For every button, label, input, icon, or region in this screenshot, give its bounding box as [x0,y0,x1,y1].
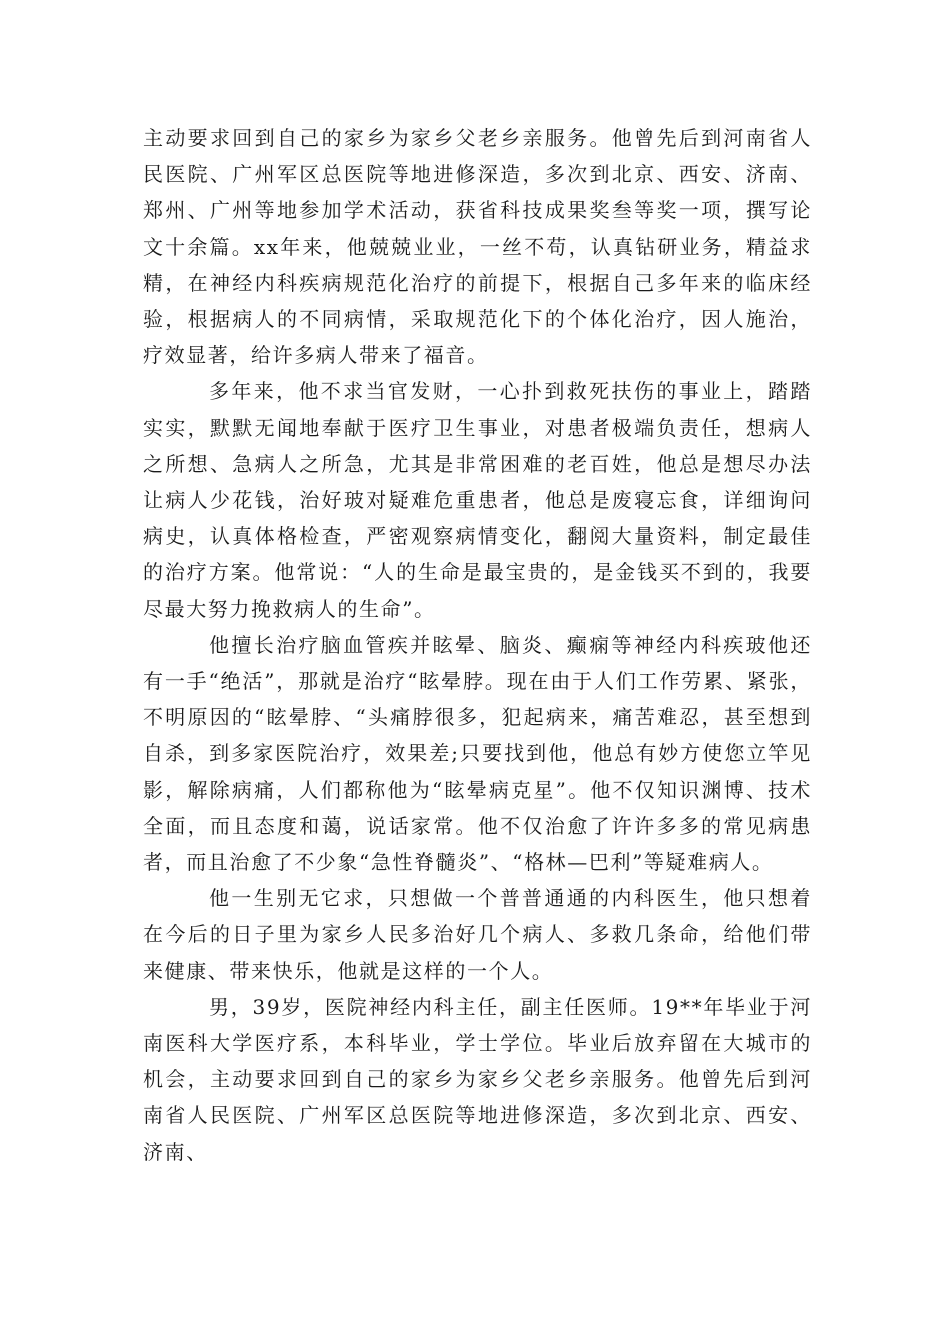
paragraph-4: 他一生别无它求，只想做一个普普通通的内科医生，他只想着在今后的日子里为家乡人民多治好几个病人、多救几条命，给他们带来健康、带来快乐，他就是这样的一个人。 [143,886,812,983]
paragraph-1: 主动要求回到自己的家乡为家乡父老乡亲服务。他曾先后到河南省人民医院、广州军区总医院等地进修深造，多次到北京、西安、济南、郑州、广州等地参加学术活动，获省科技成果奖叁等奖一项，撰写论文十余篇。xx年来，他兢兢业业，一丝不苟，认真钻研业务，精益求精，在神经内科疾病规范化治疗的前提下，根据自己多年来的临床经验，根据病人的不同病情，采取规范化下的个体化治疗，因人施治，疗效显著，给许多病人带来了福音。 [143,126,812,368]
paragraph-2: 多年来，他不求当官发财，一心扑到救死扶伤的事业上，踏踏实实，默默无闻地奉献于医疗卫生事业，对患者极端负责任，想病人之所想、急病人之所急，尤其是非常困难的老百姓，他总是想尽办法让病人少花钱，治好玻对疑难危重患者，他总是废寝忘食，详细询问病史，认真体格检查，严密观察病情变化，翻阅大量资料，制定最佳的治疗方案。他常说：“人的生命是最宝贵的，是金钱买不到的，我要尽最大努力挽救病人的生命”。 [143,379,812,621]
paragraph-3: 他擅长治疗脑血管疾并眩晕、脑炎、癫痫等神经内科疾玻他还有一手“绝活”，那就是治疗“眩晕脖。现在由于人们工作劳累、紧张，不明原因的“眩晕脖、“头痛脖很多，犯起病来，痛苦难忍，甚至想到自杀，到多家医院治疗，效果差;只要找到他，他总有妙方使您立竿见影，解除病痛，人们都称他为“眩晕病克星”。他不仅知识渊博、技术全面，而且态度和蔼，说话家常。他不仅治愈了许许多多的常见病患者，而且治愈了不少象“急性脊髓炎”、“格林—巴利”等疑难病人。 [143,632,812,875]
paragraph-5: 男，39岁，医院神经内科主任，副主任医师。19**年毕业于河南医科大学医疗系，本科毕业，学士学位。毕业后放弃留在大城市的机会，主动要求回到自己的家乡为家乡父老乡亲服务。他曾先后到河南省人民医院、广州军区总医院等地进修深造，多次到北京、西安、济南、 [143,994,812,1164]
